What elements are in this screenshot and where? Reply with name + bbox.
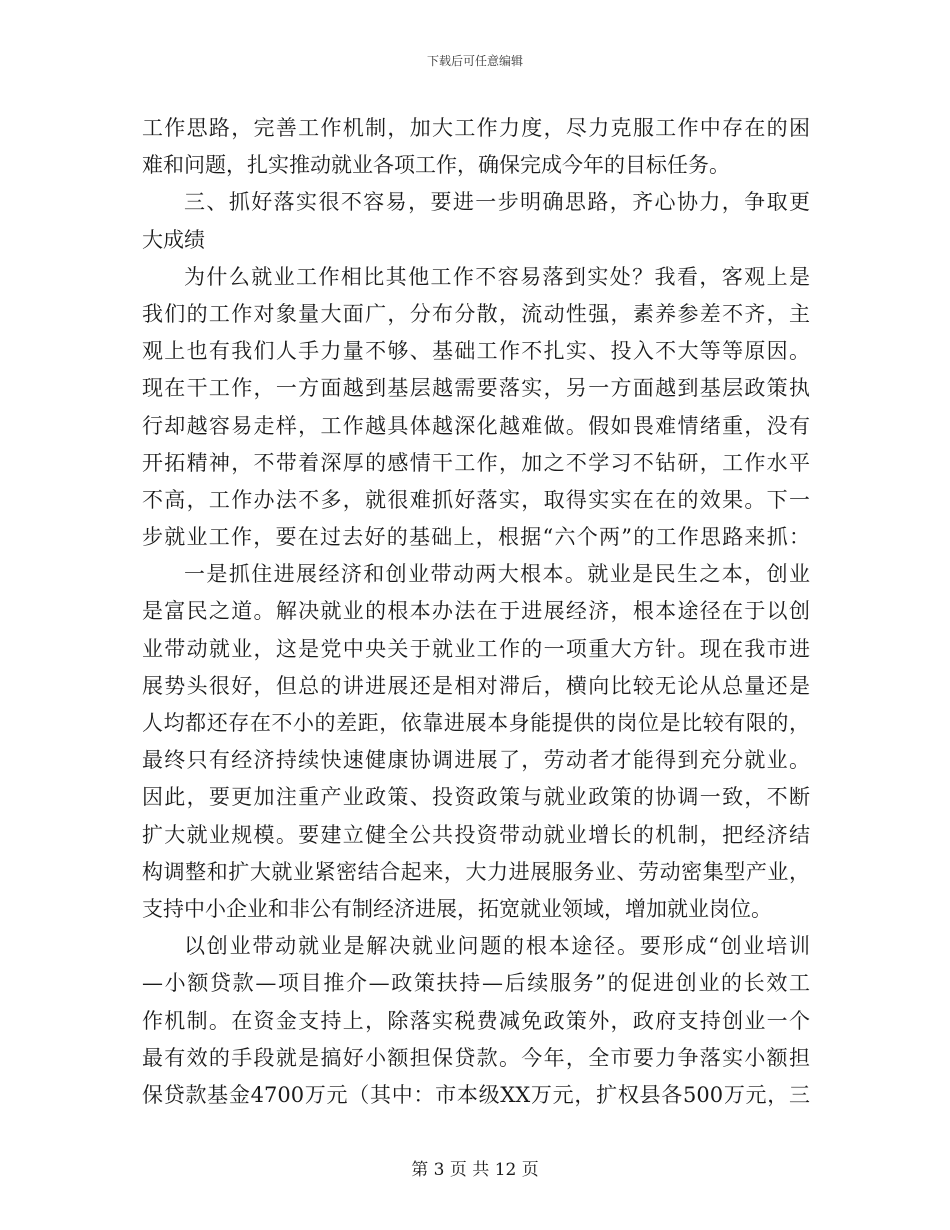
- text-line: 是富民之道。解决就业的根本办法在于进展经济，根本途径在于以创: [142, 599, 810, 624]
- text-line: 展势头很好，但总的讲进展还是相对滞后，横向比较无论从总量还是: [142, 673, 810, 698]
- text-line: 步就业工作，要在过去好的基础上，根据“六个两”的工作思路来抓：: [142, 525, 810, 550]
- page-header: 下载后可任意编辑: [426, 54, 523, 68]
- text-line: 我们的工作对象量大面广，分布分散，流动性强，素养参差不齐，主: [142, 301, 810, 326]
- text-line: 作机制。在资金支持上，除落实税费减免政策外，政府支持创业一个: [142, 1008, 810, 1033]
- text-line: 为什么就业工作相比其他工作不容易落到实处？我看，客观上是: [184, 264, 810, 289]
- text-line: 难和问题，扎实推动就业各项工作，确保完成今年的目标任务。: [142, 153, 730, 178]
- text-line: 不高，工作办法不多，就很难抓好落实，取得实实在在的效果。下一: [142, 487, 810, 512]
- text-line: 保贷款基金4700万元（其中：市本级XX万元，扩权县各500万元，三: [142, 1082, 810, 1107]
- text-line: 人均都还存在不小的差距，依靠进展本身能提供的岗位是比较有限的，: [142, 711, 810, 735]
- text-line: —小额贷款—项目推介—政策扶持—后续服务”的促进创业的长效工: [142, 971, 810, 996]
- text-line: 现在干工作，一方面越到基层越需要落实，另一方面越到基层政策执: [142, 376, 810, 401]
- text-line: 因此，要更加注重产业政策、投资政策与就业政策的协调一致，不断: [142, 785, 810, 810]
- text-line: 支持中小企业和非公有制经济进展，拓宽就业领域，增加就业岗位。: [142, 896, 772, 921]
- document-body: [142, 110, 810, 1114]
- text-line: 一是抓住进展经济和创业带动两大根本。就业是民生之本，创业: [184, 562, 810, 587]
- text-line: 行却越容易走样，工作越具体越深化越难做。假如畏难情绪重，没有: [142, 413, 810, 438]
- text-line: 构调整和扩大就业紧密结合起来，大力进展服务业、劳动密集型产业，: [142, 859, 810, 884]
- section-heading-line: 大成绩: [142, 227, 205, 252]
- text-line: 工作思路，完善工作机制，加大工作力度，尽力克服工作中存在的困: [142, 116, 810, 140]
- text-line: 开拓精神，不带着深厚的感情干工作，加之不学习不钻研，工作水平: [142, 450, 810, 475]
- section-heading-line: 三、抓好落实很不容易，要进一步明确思路，齐心协力，争取更: [184, 190, 810, 215]
- text-line: 观上也有我们人手力量不够、基础工作不扎实、投入不大等等原因。: [142, 339, 810, 364]
- text-line: 业带动就业，这是党中央关于就业工作的一项重大方针。现在我市进: [142, 636, 810, 661]
- text-line: 扩大就业规模。要建立健全公共投资带动就业增长的机制，把经济结: [142, 822, 810, 847]
- page-number-footer: 第 3 页 共 12 页: [411, 1160, 539, 1180]
- text-line: 以创业带动就业是解决就业问题的根本途径。要形成“创业培训: [184, 934, 810, 959]
- text-line: 最终只有经济持续快速健康协调进展了，劳动者才能得到充分就业。: [142, 748, 810, 773]
- text-line: 最有效的手段就是搞好小额担保贷款。今年，全市要力争落实小额担: [142, 1045, 810, 1070]
